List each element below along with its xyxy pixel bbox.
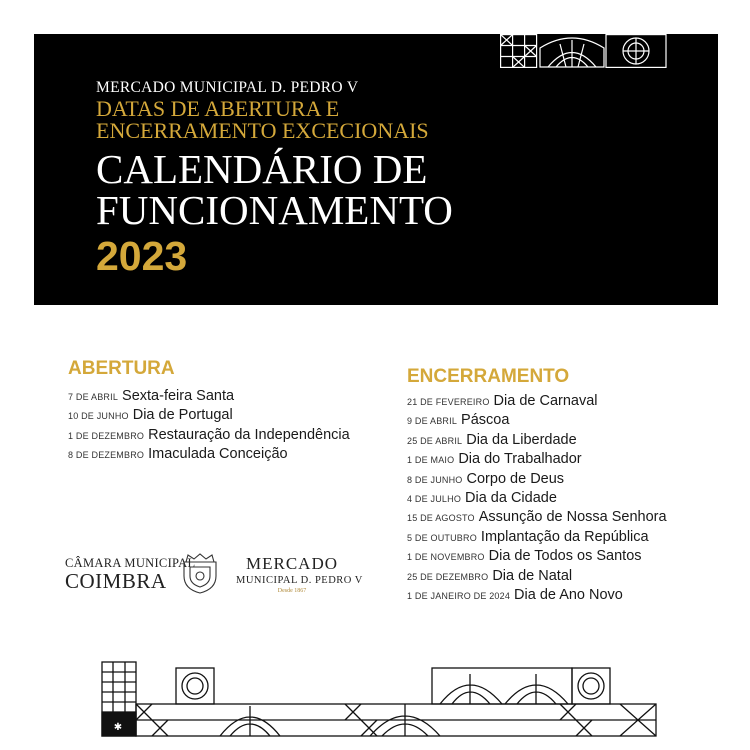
holiday-name: Implantação da República: [480, 528, 649, 545]
holiday-name: Dia de Ano Novo: [514, 586, 623, 603]
holiday-name: Corpo de Deus: [466, 470, 565, 487]
list-item: [407, 410, 667, 429]
list-item: [407, 391, 667, 410]
encerramento-heading: ENCERRAMENTO: [407, 366, 570, 387]
holiday-date: 8 DE DEZEMBRO: [68, 450, 145, 461]
list-item: [407, 507, 667, 526]
list-item: [407, 449, 667, 468]
list-item: [407, 430, 667, 449]
page-title: [96, 146, 453, 233]
holiday-date: 25 DE ABRIL: [407, 435, 463, 446]
holiday-name: Dia da Cidade: [465, 489, 557, 506]
encerramento-list: [407, 391, 667, 604]
list-item: [407, 488, 667, 507]
market-facade-logo: [500, 34, 670, 68]
holiday-name: Dia da Liberdade: [466, 431, 577, 448]
holiday-date: 15 DE AGOSTO: [407, 513, 475, 524]
list-item: [68, 444, 350, 463]
holiday-name: Dia de Natal: [492, 567, 573, 584]
holiday-name: Restauração da Independência: [148, 426, 350, 443]
holiday-date: 1 DE NOVEMBRO: [407, 552, 485, 563]
holiday-name: Dia de Portugal: [132, 407, 233, 424]
holiday-date: 1 DE JANEIRO DE 2024: [407, 590, 511, 601]
list-item: [407, 527, 667, 546]
holiday-date: 25 DE DEZEMBRO: [407, 571, 489, 582]
holiday-date: 8 DE JUNHO: [407, 474, 463, 485]
mercado-logo-line-1: MERCADO: [245, 554, 338, 573]
svg-text:✱: ✱: [113, 722, 123, 733]
holiday-name: Assunção de Nossa Senhora: [478, 509, 667, 526]
list-item: [68, 425, 350, 444]
camara-municipal-logo: [65, 556, 195, 591]
holiday-date: 4 DE JULHO: [407, 493, 462, 504]
list-item: [407, 585, 667, 604]
subtitle: [96, 98, 429, 142]
holiday-date: 1 DE MAIO: [407, 455, 455, 466]
holiday-date: 10 DE JUNHO: [68, 411, 129, 422]
holiday-date: 9 DE ABRIL: [407, 416, 458, 427]
market-facade-illustration: [100, 660, 660, 738]
subtitle-line-2: ENCERRAMENTO EXCECIONAIS: [96, 118, 429, 143]
abertura-heading: ABERTURA: [68, 358, 175, 379]
holiday-name: Sexta-feira Santa: [122, 388, 235, 404]
list-item: [407, 546, 667, 565]
coimbra-crest-icon: [178, 552, 222, 596]
title-line-1: CALENDÁRIO DE: [96, 146, 428, 192]
list-item: [68, 386, 350, 405]
camara-logo-line-2: COIMBRA: [65, 569, 167, 593]
subtitle-line-1: DATAS DE ABERTURA E: [96, 96, 340, 121]
holiday-name: Imaculada Conceição: [148, 446, 288, 463]
holiday-name: Dia de Todos os Santos: [488, 548, 642, 565]
abertura-list: [68, 386, 350, 464]
list-item: [407, 469, 667, 488]
camara-logo-line-1: CÂMARA MUNICIPAL: [65, 556, 196, 570]
venue-name: MERCADO MUNICIPAL D. PEDRO V: [96, 79, 359, 96]
title-line-2: FUNCIONAMENTO: [96, 187, 453, 233]
holiday-date: 1 DE DEZEMBRO: [68, 430, 145, 441]
mercado-logo-line-3: Desde 1867: [277, 588, 307, 594]
header-banner: [34, 34, 718, 305]
mercado-logo-line-2: MUNICIPAL D. PEDRO V: [236, 575, 363, 586]
mercado-logo: [236, 554, 363, 594]
holiday-name: Dia de Carnaval: [493, 393, 598, 409]
year: 2023: [96, 233, 188, 279]
holiday-name: Páscoa: [461, 412, 510, 429]
list-item: [68, 405, 350, 424]
holiday-date: 5 DE OUTUBRO: [407, 532, 477, 543]
holiday-date: 7 DE ABRIL: [68, 392, 119, 402]
holiday-name: Dia do Trabalhador: [458, 451, 582, 468]
holiday-date: 21 DE FEVEREIRO: [407, 397, 490, 407]
list-item: [407, 566, 667, 585]
